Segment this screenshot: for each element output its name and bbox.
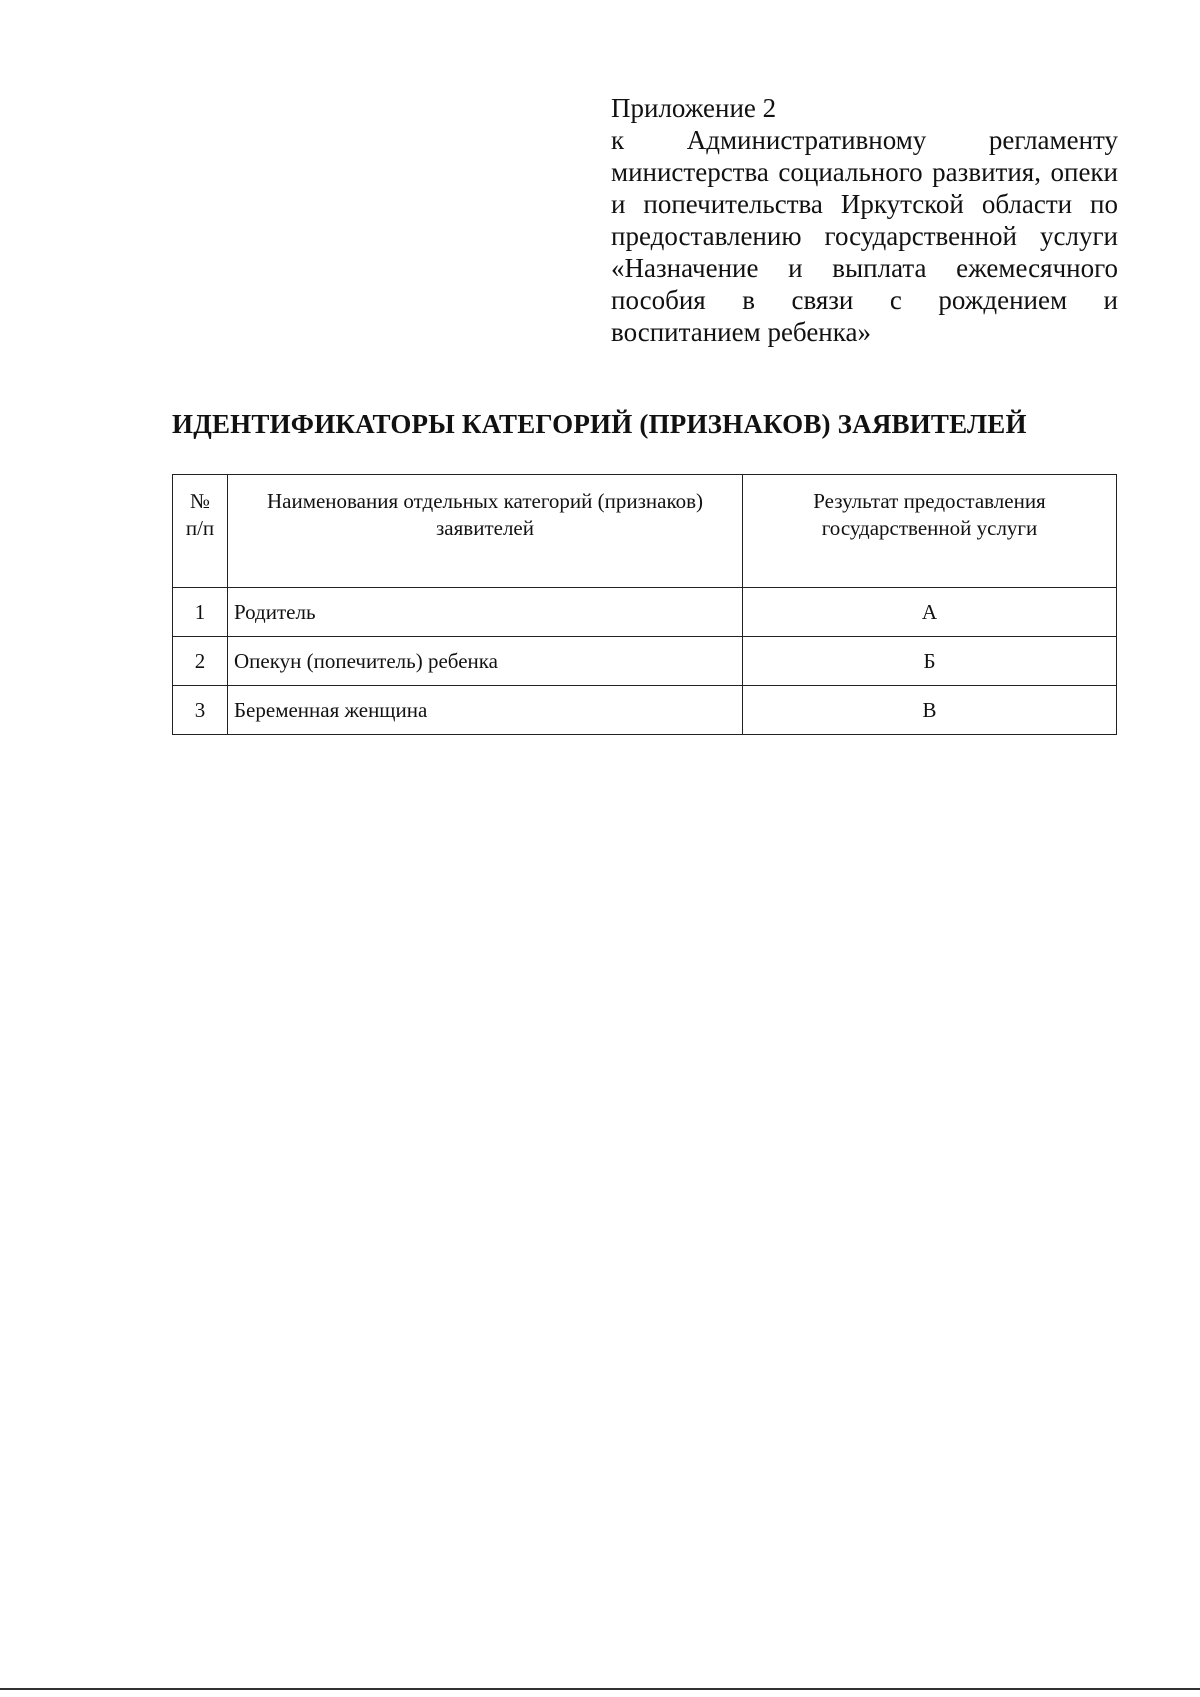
bottom-rule [0,1688,1200,1690]
annex-note [611,92,1118,348]
header-name: Наименования отдельных категорий (признаков) заявителей [228,475,743,588]
row-result: А [743,588,1117,637]
row-num: 2 [173,637,228,686]
header-result: Результат предоставления государственной услуги [743,475,1117,588]
row-num: 1 [173,588,228,637]
row-name: Опекун (попечитель) ребенка [228,637,743,686]
document-heading: ИДЕНТИФИКАТОРЫ КАТЕГОРИЙ (ПРИЗНАКОВ) ЗАЯВИТЕЛЕЙ [172,409,1027,439]
header-num: № п/п [173,475,228,588]
row-result: Б [743,637,1117,686]
table-row [173,637,1117,686]
annex-body: к Административному регламенту министерства социального развития, опеки и попечительства Иркутской области по предоставлению государственной услуги «Назначение и выплата ежемесячного пособия в связи с рождением и воспитанием ребенка» [611,125,1118,347]
annex-title: Приложение 2 [611,93,777,123]
row-name: Беременная женщина [228,686,743,735]
table-row [173,588,1117,637]
row-num: 3 [173,686,228,735]
row-name: Родитель [228,588,743,637]
row-result: В [743,686,1117,735]
table-row [173,686,1117,735]
table-header-row [173,475,1117,588]
categories-table [172,474,1117,735]
